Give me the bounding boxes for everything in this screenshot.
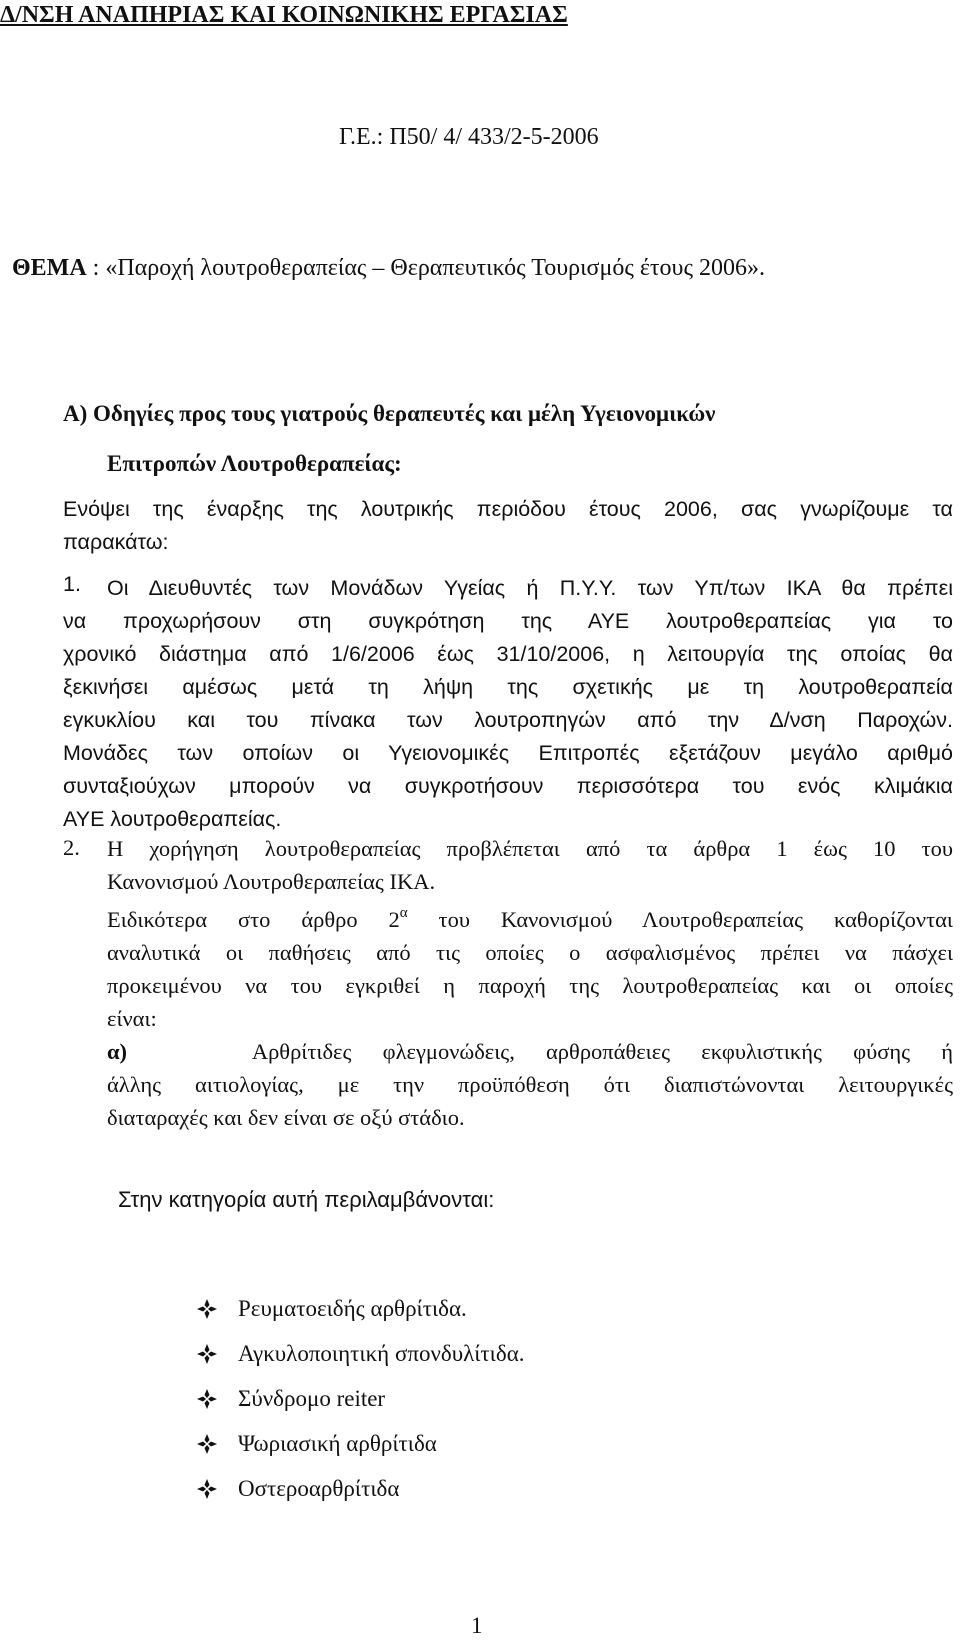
paragraph-line: είναι: (107, 1006, 157, 1031)
alpha-label: α) (107, 1039, 128, 1064)
alpha-first-line: Αρθρίτιδες φλεγμονώδεις, αρθροπάθειες εκφυλιστικής φύσης ή (251, 1039, 953, 1064)
list-item-text: Αγκυλοποιητική σπονδυλίτιδα. (238, 1340, 525, 1366)
list-item-text: Σύνδρομο reiter (238, 1385, 386, 1411)
intro-paragraph (63, 493, 953, 559)
four-diamond-bullet-icon (197, 1479, 217, 1499)
paragraph-line: ΑΥΕ λουτροθεραπείας. (63, 807, 282, 831)
list-item-text: Ρευματοειδής αρθρίτιδα. (238, 1295, 467, 1321)
item-1-number: 1. (63, 572, 81, 596)
paragraph-line: άλλης αιτιολογίας, με την προϋπόθεση ότι διαπιστώνονται λειτουργικές (107, 1072, 953, 1097)
list-item (197, 1286, 525, 1331)
subject-line (12, 255, 765, 282)
section-a-heading-continued: Επιτροπών Λουτροθεραπείας: (107, 451, 402, 476)
item-2-details (107, 903, 953, 1134)
item-2-paragraph (107, 832, 953, 898)
paragraph-line: να προχωρήσουν στη συγκρότηση της ΑΥΕ λουτροθεραπείας για το (63, 609, 953, 633)
department-title: Δ/ΝΣΗ ΑΝΑΠΗΡΙΑΣ ΚΑΙ ΚΟΙΝΩΝΙΚΗΣ ΕΡΓΑΣΙΑΣ (0, 2, 568, 28)
list-item-text: Οστεροαρθρίτιδα (238, 1475, 400, 1501)
item-2-number: 2. (63, 835, 80, 860)
list-item (197, 1466, 525, 1511)
paragraph-line: Η χορήγηση λουτροθεραπείας προβλέπεται από τα άρθρα 1 έως 10 του (107, 836, 953, 861)
paragraph-line: αναλυτικά οι παθήσεις από τις οποίες ο ασφαλισμένος πρέπει να πάσχει (107, 940, 953, 965)
paragraph-line: Κανονισμού Λουτροθεραπείας ΙΚΑ. (107, 869, 436, 894)
condition-list (197, 1286, 525, 1511)
reference-number: Γ.Ε.: Π50/ 4/ 433/2-5-2006 (339, 124, 599, 150)
category-intro: Στην κατηγορία αυτή περιλαμβάνονται: (118, 1187, 495, 1212)
paragraph-line (107, 903, 953, 936)
subject-text: : «Παροχή λουτροθεραπείας – Θεραπευτικός Τουρισμός έτους 2006». (86, 255, 765, 281)
four-diamond-bullet-icon (197, 1434, 217, 1454)
paragraph-line (107, 1035, 953, 1068)
alpha-spacer (127, 1039, 252, 1064)
list-item (197, 1376, 525, 1421)
specific-text-start: Ειδικότερα στο άρθρο 2 (107, 907, 400, 932)
paragraph-line: Οι Διευθυντές των Μονάδων Υγείας ή Π.Υ.Υ. των Υπ/των ΙΚΑ θα πρέπει (107, 576, 953, 600)
subject-label: ΘΕΜΑ (12, 255, 87, 281)
paragraph-line: παρακάτω: (63, 530, 169, 554)
list-item (197, 1421, 525, 1466)
article-superscript: α (399, 905, 408, 921)
paragraph-line: Ενόψει της έναρξης της λουτρικής περιόδου έτους 2006, σας γνωρίζουμε τα (63, 497, 953, 521)
paragraph-line: προκειμένου να του εγκριθεί η παροχή της λουτροθεραπείας και οι οποίες (107, 973, 953, 998)
paragraph-line: συνταξιούχων μπορούν να συγκροτήσουν περισσότερα του ενός κλιμάκια (63, 774, 953, 798)
paragraph-line: εγκυκλίου και του πίνακα των λουτροπηγών από την Δ/νση Παροχών. (63, 708, 953, 732)
specific-text-end: του Κανονισμού Λουτροθεραπείας καθορίζονται (407, 907, 953, 932)
page-number: 1 (471, 1613, 483, 1638)
four-diamond-bullet-icon (197, 1299, 217, 1319)
paragraph-line: χρονικό διάστημα από 1/6/2006 έως 31/10/2006, η λειτουργία της οποίας θα (63, 642, 953, 666)
section-a-heading: Α) Οδηγίες προς τους γιατρούς θεραπευτές και μέλη Υγειονομικών (63, 401, 716, 426)
paragraph-line: διαταραχές και δεν είναι σε οξύ στάδιο. (107, 1105, 465, 1130)
paragraph-line: ξεκινήσει αμέσως μετά τη λήψη της σχετικής με τη λουτροθεραπεία (63, 675, 953, 699)
list-item (197, 1331, 525, 1376)
four-diamond-bullet-icon (197, 1389, 217, 1409)
list-item-text: Ψωριασική αρθρίτιδα (238, 1430, 437, 1456)
four-diamond-bullet-icon (197, 1344, 217, 1364)
item-1-paragraph (63, 572, 953, 836)
paragraph-line: Μονάδες των οποίων οι Υγειονομικές Επιτροπές εξετάζουν μεγάλο αριθμό (63, 741, 953, 765)
